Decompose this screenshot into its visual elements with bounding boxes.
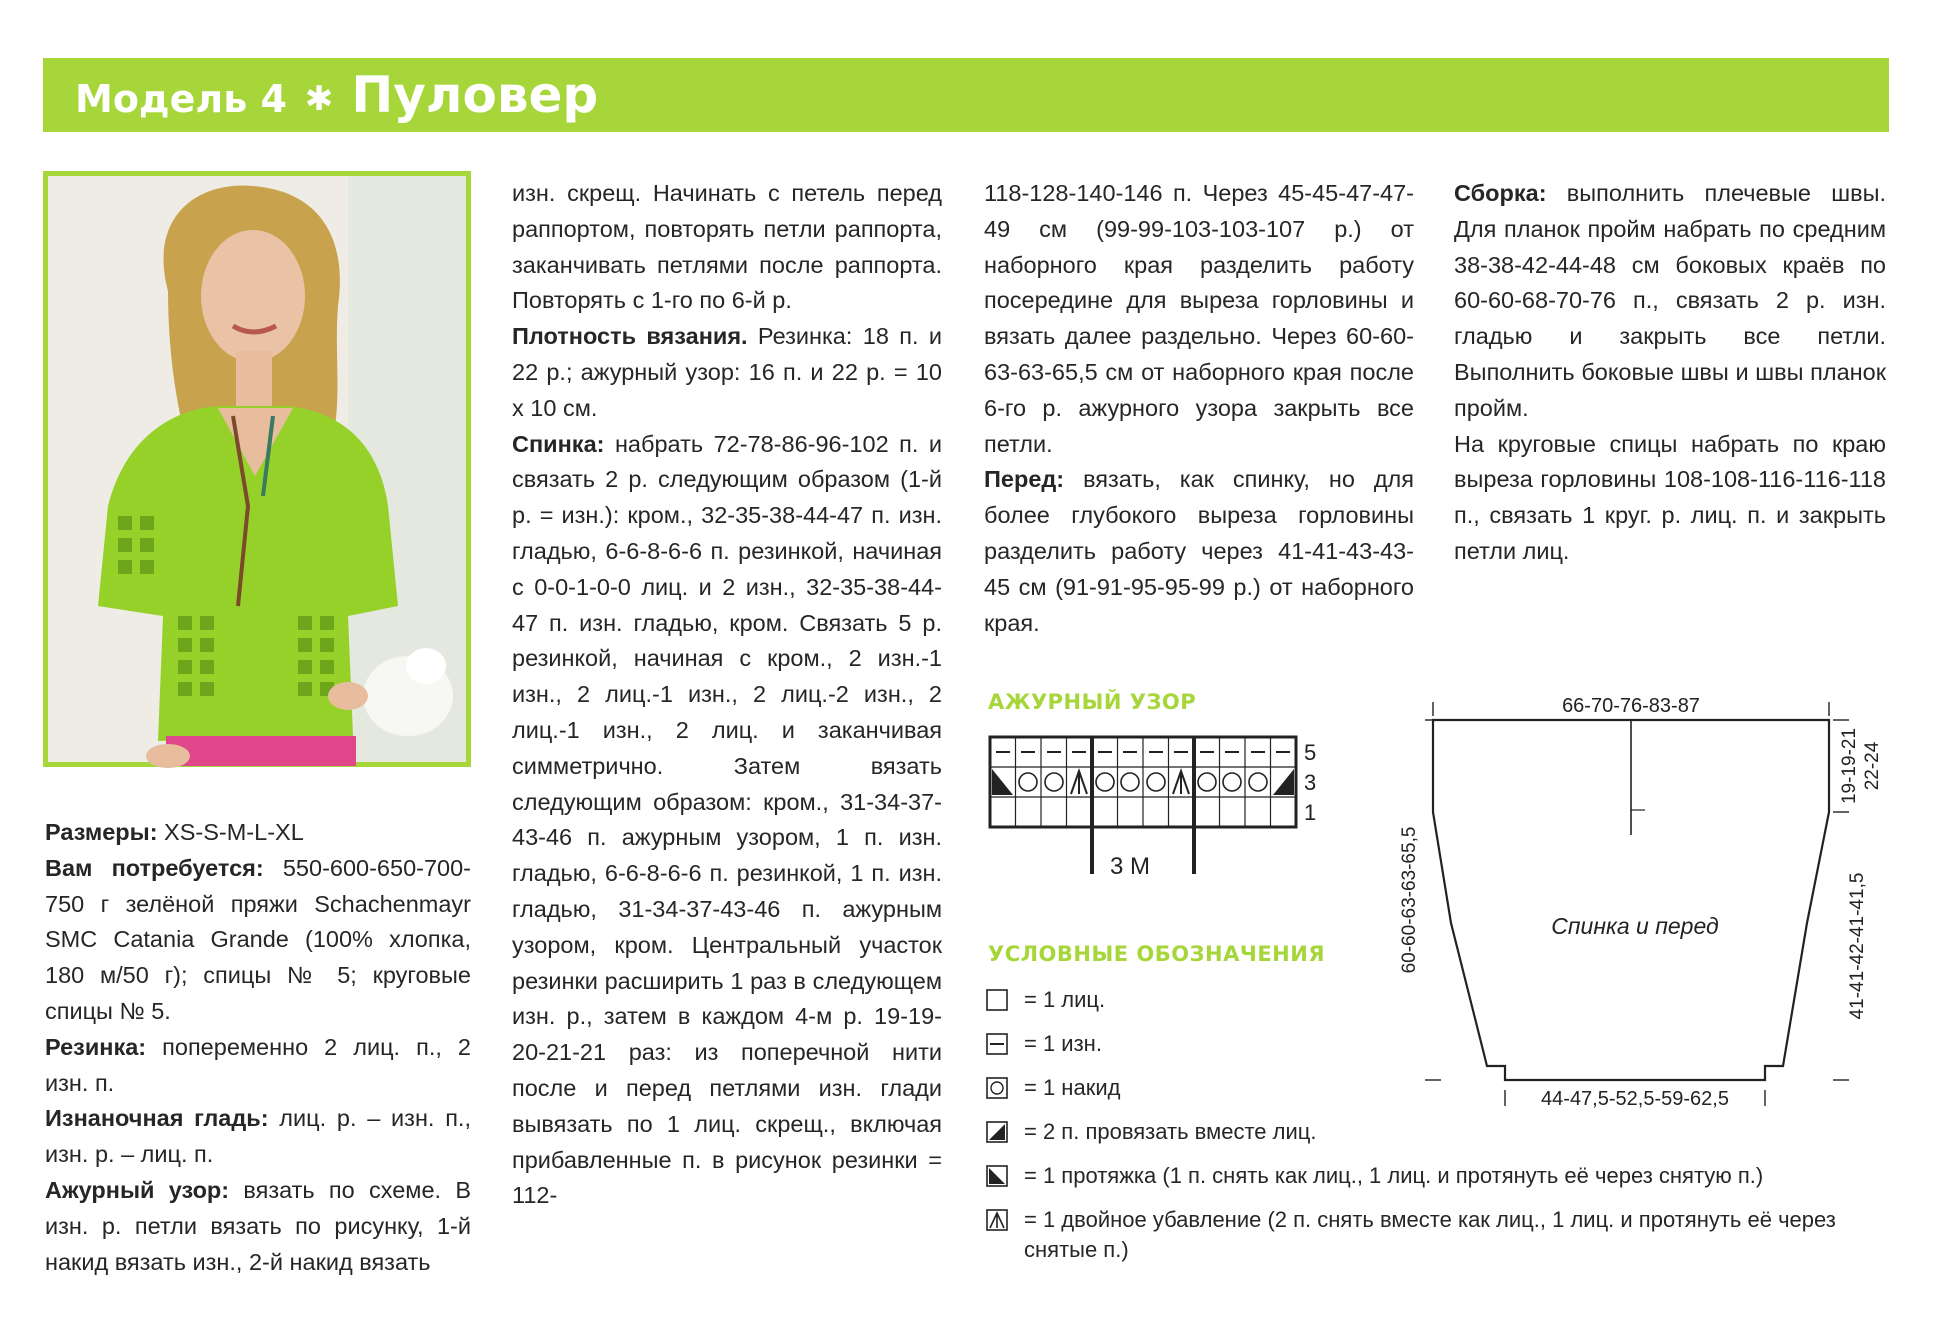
materials-paragraph — [45, 851, 471, 1030]
double-decrease-icon — [986, 1209, 1008, 1231]
right-bottom-label: 41-41-42-41-41,5 — [1847, 872, 1868, 1020]
model-number: Модель 4 — [75, 77, 287, 121]
sizes-text: XS-S-M-L-XL — [157, 819, 304, 845]
front-text: вязать, как спинку, но для более глубокого выреза горловины разделить работу через 41-41-43-43-45 см (91-91-95-95-99 р.) от наборного края. — [984, 466, 1414, 636]
materials-text: 550-600-650-700-750 г зелёной пряжи Schachenmayr SMC Catania Grande (100% хлопка, 180 м/50 г); спицы № 5; круговые спицы № 5. — [45, 854, 471, 1024]
assembly-label: Сборка: — [1454, 180, 1547, 206]
star-icon: ✱ — [304, 79, 334, 119]
yarn-over-symbol — [1019, 773, 1037, 791]
lace-text: вязать по схеме. В изн. р. петли вязать по рисунку, 1-й накид вязать изн., 2-й накид вязать — [45, 1176, 471, 1275]
yarn-over-symbol — [1096, 773, 1114, 791]
lace-paragraph — [45, 1173, 471, 1280]
gauge-paragraph — [512, 319, 942, 426]
text-column-4 — [1454, 176, 1886, 570]
front-paragraph — [984, 462, 1414, 641]
legend-item-k2tog — [984, 1117, 1884, 1147]
legend-text-purl: = 1 изн. — [1024, 1031, 1102, 1056]
legend-text-double-decrease: = 1 двойное убавление (2 п. снять вместе как лиц., 1 лиц. и протянуть её через снятые п.) — [1024, 1207, 1836, 1262]
assembly-text: выполнить плечевые швы. Для планок пройм набрать по средним 38-38-42-44-48 см боковых краёв по 60-60-68-70-76 п., связать 2 р. изн. гладью и закрыть все петли. Выполнить боковые швы и швы планок пройм. — [1454, 180, 1886, 421]
front-label: Перед: — [984, 466, 1065, 493]
ssk-icon — [986, 1165, 1008, 1187]
reverse-stockinette-paragraph — [45, 1101, 471, 1173]
back-label: Спинка: — [512, 430, 605, 457]
lace-chart — [984, 728, 1317, 888]
assembly-paragraph — [1454, 176, 1886, 427]
gauge-text: Резинка: 18 п. и 22 р.; ажурный узор: 16 п. и 22 р. = 10 х 10 см. — [512, 323, 942, 421]
knit-icon — [986, 989, 1008, 1011]
row-number-5: 5 — [1304, 740, 1317, 765]
lace-label: Ажурный узор: — [45, 1176, 230, 1203]
legend-title: УСЛОВНЫЕ ОБОЗНАЧЕНИЯ — [988, 942, 1325, 966]
double-decrease-symbol — [1173, 771, 1189, 794]
bottom-width-label: 44-47,5-52,5-59-62,5 — [1541, 1088, 1729, 1110]
text-column-1 — [45, 815, 471, 1280]
repeat-label: 3 М — [1110, 853, 1151, 880]
yarn-over-symbol — [1147, 773, 1165, 791]
lace-continued: изн. скрещ. Начинать с петель перед раппортом, повторять петли раппорта, заканчивать петлями после раппорта. Повторять с 1-го по 6-й р. — [512, 180, 942, 314]
top-width-label: 66-70-76-83-87 — [1562, 695, 1700, 717]
garment-schematic — [1395, 680, 1895, 1110]
row-number-1: 1 — [1304, 800, 1317, 825]
row-number-3: 3 — [1304, 770, 1317, 795]
sizes-paragraph — [45, 815, 471, 851]
gauge-label: Плотность вязания. — [512, 323, 748, 350]
yarn-over-symbol — [1198, 773, 1216, 791]
legend-text-yarn-over: = 1 накид — [1024, 1075, 1121, 1100]
reverse-stockinette-text: лиц. р. – изн. п., изн. р. – лиц. п. — [45, 1105, 471, 1168]
model-photo — [43, 171, 471, 767]
yarn-over-symbol — [1045, 773, 1063, 791]
yarn-over-icon — [986, 1077, 1008, 1099]
lace-chart-title: АЖУРНЫЙ УЗОР — [988, 690, 1197, 714]
back-continued: 118-128-140-146 п. Через 45-45-47-47-49 см (99-99-103-103-107 р.) от наборного края разделить работу посередине для выреза горловины и вязать далее раздельно. Через 60-60-63-63-65,5 см от наборного края после 6-го р. ажурного узора закрыть все петли. — [984, 180, 1414, 457]
legend-item-ssk — [984, 1161, 1884, 1191]
page-title — [75, 58, 598, 132]
double-decrease-symbol — [1071, 771, 1087, 794]
yarn-over-symbol — [1223, 773, 1241, 791]
back-text: набрать 72-78-86-96-102 п. и связать 2 р. следующим образом (1-й р. = изн.): кром., 32-35-38-44-47 п. изн. гладью, 6-6-8-6-6 п. резинкой, начиная с 0-0-1-0-0 лиц. и 2 изн., 32-35-38-44-47 п. изн. гладью, кром. Связать 5 р. резинкой, начиная с кром., 2 изн.-1 изн., 2 лиц.-1 изн., 2 лиц.-2 изн., 2 лиц.-1 изн., 2 лиц. и заканчивая симметрично. Затем вязать следующим образом: кром., 31-34-37-43-46 п. ажурным узором, 1 п. изн. гладью, 6-6-8-6-6 п. резинкой, 1 п. изн. гладью, 31-34-37-43-46 п. ажурным узором, кром. Центральный участок резинки расширить 1 раз в следующем изн. р., затем в каждом 4-м р. 19-19-20-21-21 раз: из поперечной нити после и перед петлями изн. глади вывязать по 1 лиц. скрещ., включая прибавленные п. в рисунок резинки = 112- — [512, 430, 942, 1209]
text-column-3 — [984, 176, 1414, 641]
reverse-stockinette-label: Изнаночная гладь: — [45, 1105, 269, 1132]
right-top-label-a: 19-19-21 — [1839, 727, 1860, 805]
rib-paragraph — [45, 1030, 471, 1102]
title-banner — [43, 58, 1889, 132]
k2tog-icon — [986, 1121, 1008, 1143]
rib-label: Резинка: — [45, 1033, 147, 1060]
legend-text-k2tog: = 2 п. провязать вместе лиц. — [1024, 1119, 1317, 1144]
materials-label: Вам потребуется: — [45, 854, 264, 881]
left-height-label: 60-60-63-63-65,5 — [1399, 826, 1420, 974]
back-paragraph — [512, 427, 942, 1215]
legend-text-ssk: = 1 протяжка (1 п. снять как лиц., 1 лиц. и протянуть её через снятую п.) — [1024, 1163, 1764, 1188]
schematic-label: Спинка и перед — [1551, 913, 1719, 939]
yarn-over-symbol — [1121, 773, 1139, 791]
legend-item-double-decrease — [984, 1205, 1884, 1265]
text-column-2 — [512, 176, 942, 1214]
yarn-over-symbol — [1249, 773, 1267, 791]
garment-name: Пуловер — [351, 66, 599, 124]
k2tog-symbol — [1273, 769, 1294, 795]
sizes-label: Размеры: — [45, 819, 158, 845]
purl-icon — [986, 1033, 1008, 1055]
right-top-label-b: 22-24 — [1862, 741, 1883, 791]
neckline-paragraph: На круговые спицы набрать по краю выреза горловины 108-108-116-116-118 п., связать 1 круг. р. лиц. п. и закрыть петли лиц. — [1454, 430, 1886, 564]
rib-text: попеременно 2 лиц. п., 2 изн. п. — [45, 1033, 471, 1096]
ssk-symbol — [992, 769, 1013, 795]
legend-text-knit: = 1 лиц. — [1024, 987, 1106, 1012]
